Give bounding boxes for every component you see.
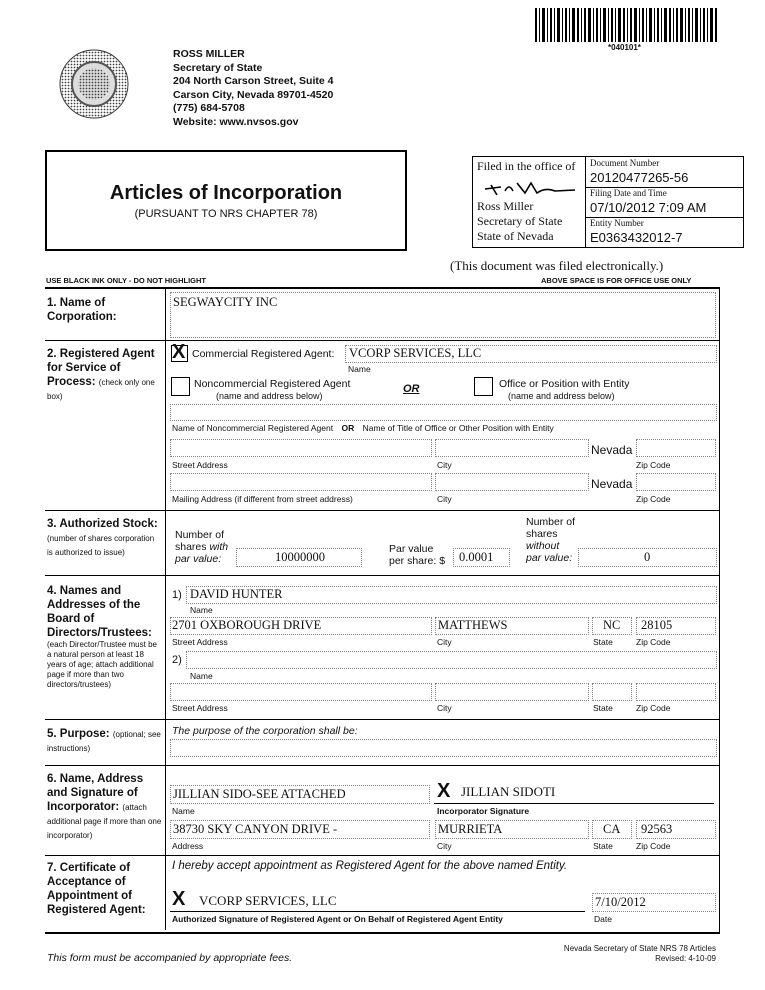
- agent-city-field[interactable]: [435, 439, 589, 457]
- or-small-label: OR: [341, 423, 355, 433]
- director-2-state-label: State: [593, 703, 613, 713]
- par-value-field[interactable]: [453, 548, 510, 567]
- shares-par-l2b: with: [209, 541, 229, 553]
- office-title-label: Name of Title of Office or Other Position with Entity: [362, 423, 554, 433]
- section-4-title: [47, 584, 163, 690]
- director-2-city-field[interactable]: [435, 683, 589, 701]
- barcode-graphic: [535, 8, 720, 42]
- agent-date-value: 7/10/2012: [595, 895, 646, 909]
- section-5-title-text: 5. Purpose:: [47, 728, 110, 740]
- director-1-city-field[interactable]: [435, 617, 589, 635]
- form-revised: Revised: 4-10-09: [655, 954, 716, 963]
- checked-mark: X: [172, 341, 186, 363]
- barcode: [535, 8, 720, 42]
- section-4-note: (each Director/Trustee must be a natural person at least 18 years of age; attach additional page if more than two directors/trustees): [47, 640, 157, 689]
- shares-par-label: [175, 529, 228, 565]
- no-par-l3: without: [526, 540, 560, 552]
- agent-signature-label: Authorized Signature of Registered Agent or On Behalf of Registered Agent Entity: [172, 914, 503, 924]
- section-4-title-text: 4. Names and Addresses of the Board of Directors/Trustees:: [47, 585, 152, 639]
- barcode-number: *040101*: [608, 43, 641, 52]
- section-6-note: (attach additional page if more than one incorporator): [47, 803, 162, 840]
- signer-title: Secretary of State: [477, 214, 563, 228]
- agent-signature-x: X: [172, 888, 186, 910]
- director-1-zip-field[interactable]: [636, 617, 716, 635]
- shares-par-l3: par value:: [175, 553, 222, 565]
- mailing-address-label: Mailing Address (if different from street address): [172, 494, 353, 504]
- par-value-l2: per share: $: [389, 555, 446, 567]
- filed-electronically-note: (This document was filed electronically.): [450, 258, 664, 273]
- noncommercial-agent-checkbox[interactable]: [171, 377, 190, 396]
- director-1-street-label: Street Address: [172, 637, 228, 647]
- section-6-title: [47, 772, 163, 842]
- section-6-title-text: 6. Name, Address and Signature of Incorporator:: [47, 773, 144, 813]
- director-1-name-field[interactable]: [186, 586, 717, 604]
- incorporator-city-value: MURRIETA: [438, 822, 503, 836]
- office-position-sub: (name and address below): [508, 391, 615, 401]
- mailing-city-label: City: [437, 494, 452, 504]
- no-par-l4: par value:: [526, 552, 573, 564]
- no-par-value: 0: [644, 550, 651, 564]
- agent-zip-label: Zip Code: [636, 460, 671, 470]
- noncommercial-agent-label: Noncommercial Registered Agent: [194, 378, 351, 390]
- agent-state-nevada: Nevada: [591, 443, 633, 457]
- incorporator-signature-label: Incorporator Signature: [437, 806, 530, 816]
- acceptance-statement: I hereby accept appointment as Registered Agent for the above named Entity.: [172, 860, 568, 872]
- mailing-zip-label: Zip Code: [636, 494, 671, 504]
- office-position-checkbox[interactable]: [474, 377, 493, 396]
- incorporator-zip-value: 92563: [641, 822, 673, 836]
- incorporator-name-label: Name: [172, 806, 195, 816]
- mailing-state-nevada: Nevada: [591, 477, 633, 491]
- incorporator-signature-line: [434, 803, 714, 804]
- noncommercial-name-label: [172, 423, 554, 433]
- director-1-city-value: MATTHEWS: [438, 618, 508, 632]
- director-1-name-value: DAVID HUNTER: [190, 587, 283, 601]
- agent-date-field[interactable]: [592, 893, 716, 912]
- document-number-label: Document Number: [590, 158, 660, 168]
- par-value-label: [389, 543, 445, 567]
- section-2-title-text: 2. Registered Agent for Service of Process:: [47, 348, 155, 388]
- incorporator-address-field[interactable]: [170, 820, 430, 839]
- title-box: [45, 150, 407, 251]
- agent-name-label: Name: [348, 364, 371, 374]
- incorporator-city-label: City: [437, 841, 452, 851]
- no-par-l1: Number of: [526, 516, 576, 528]
- incorporator-city-field[interactable]: [435, 820, 589, 839]
- entity-number: E0363432012-7: [590, 230, 683, 245]
- nevada-seal-icon: [58, 48, 130, 120]
- signer-name: Ross Miller: [477, 199, 534, 213]
- section-3-note: (number of shares corporation is authorized to issue): [47, 534, 155, 557]
- secretary-title: Secretary of State: [173, 61, 263, 74]
- office-website: Website: www.nvsos.gov: [173, 115, 299, 128]
- incorporator-zip-field[interactable]: [636, 820, 716, 839]
- director-1-number: 1): [172, 589, 182, 601]
- office-address-line1: 204 North Carson Street, Suite 4: [173, 75, 334, 87]
- director-1-zip-label: Zip Code: [636, 637, 671, 647]
- agent-city-label: City: [437, 460, 452, 470]
- form-identifier: [480, 944, 716, 964]
- par-value-l1: Par value: [389, 543, 434, 555]
- section-1-title: 1. Name of Corporation:: [47, 297, 117, 323]
- document-subtitle: (PURSUANT TO NRS CHAPTER 78): [134, 208, 318, 220]
- incorporator-name-value: JILLIAN SIDO-SEE ATTACHED: [173, 787, 346, 801]
- agent-signature-line: [170, 911, 585, 912]
- section-3-title-text: 3. Authorized Stock:: [47, 518, 158, 530]
- incorporator-address-value: 38730 SKY CANYON DRIVE -: [173, 822, 338, 836]
- secretary-header: [173, 48, 333, 129]
- director-1-street-field[interactable]: [170, 617, 432, 635]
- director-2-number: 2): [172, 654, 182, 666]
- incorporator-zip-label: Zip Code: [636, 841, 671, 851]
- signer-state: State of Nevada: [477, 229, 554, 243]
- section-3-title: [47, 517, 159, 559]
- black-ink-note: USE BLACK INK ONLY - DO NOT HIGHLIGHT: [46, 276, 207, 285]
- filed-in-label: Filed in the office of: [477, 159, 576, 173]
- director-2-name-label: Name: [190, 671, 213, 681]
- office-address-line2: Carson City, Nevada 89701-4520: [173, 88, 334, 101]
- incorporator-signature-x: X: [437, 780, 451, 802]
- agent-street-field[interactable]: [170, 439, 432, 457]
- form-identifier-line1: Nevada Secretary of State NRS 78 Articles: [563, 944, 716, 953]
- no-par-field[interactable]: [578, 548, 717, 567]
- director-1-zip-value: 28105: [641, 618, 673, 632]
- or-label: OR: [403, 383, 420, 395]
- director-1-state-label: State: [593, 637, 613, 647]
- director-2-name-field[interactable]: [186, 651, 717, 669]
- noncommercial-name-field[interactable]: [170, 404, 717, 421]
- director-1-street-value: 2701 OXBOROUGH DRIVE: [172, 618, 322, 632]
- section-2-title: [47, 347, 159, 403]
- director-1-state-value: NC: [603, 618, 621, 632]
- fees-note: This form must be accompanied by appropriate fees.: [47, 952, 293, 964]
- director-2-street-field[interactable]: [170, 683, 432, 701]
- document-number: 20120477265-56: [590, 170, 689, 185]
- incorporator-name-field[interactable]: [170, 785, 430, 804]
- office-use-note: ABOVE SPACE IS FOR OFFICE USE ONLY: [541, 276, 692, 285]
- director-1-state-field[interactable]: [592, 617, 632, 635]
- purpose-field[interactable]: [170, 739, 717, 757]
- commercial-agent-name-value: VCORP SERVICES, LLC: [349, 346, 482, 360]
- mailing-street-field[interactable]: [170, 473, 432, 491]
- section-7-title: 7. Certificate of Acceptance of Appointment of Registered Agent:: [47, 862, 146, 916]
- director-2-street-label: Street Address: [172, 703, 228, 713]
- section-5-title: [47, 727, 163, 755]
- director-2-city-label: City: [437, 703, 452, 713]
- incorporator-state-field[interactable]: [592, 820, 632, 839]
- incorporator-state-label: State: [593, 841, 613, 851]
- incorporator-signature-value: JILLIAN SIDOTI: [461, 784, 556, 799]
- director-2-state-field[interactable]: [592, 683, 632, 701]
- filing-date-label: Filing Date and Time: [590, 188, 667, 198]
- agent-signature-value: VCORP SERVICES, LLC: [199, 893, 337, 908]
- noncommercial-name-label-text: Name of Noncommercial Registered Agent: [172, 423, 334, 433]
- mailing-zip-field[interactable]: [636, 473, 716, 491]
- commercial-agent-checkbox[interactable]: [171, 341, 188, 363]
- par-value-value: 0.0001: [459, 550, 494, 564]
- commercial-agent-name-field[interactable]: [345, 345, 717, 363]
- commercial-agent-label: Commercial Registered Agent:: [192, 348, 335, 360]
- director-1-city-label: City: [437, 637, 452, 647]
- agent-date-label: Date: [594, 914, 612, 924]
- agent-street-label: Street Address: [172, 460, 228, 470]
- incorporator-state-value: CA: [603, 822, 621, 836]
- document-title: Articles of Incorporation: [109, 182, 343, 204]
- office-position-label: Office or Position with Entity: [499, 378, 630, 390]
- secretary-name: ROSS MILLER: [173, 48, 245, 60]
- entity-number-label: Entity Number: [590, 218, 644, 228]
- shares-par-l1: Number of: [175, 529, 225, 541]
- section-5-note: (optional; see instructions): [47, 730, 161, 753]
- purpose-label: The purpose of the corporation shall be:: [172, 725, 358, 737]
- agent-zip-field[interactable]: [636, 439, 716, 457]
- label-column-divider: [165, 288, 166, 930]
- director-1-name-label: Name: [190, 605, 213, 615]
- director-2-zip-field[interactable]: [636, 683, 716, 701]
- no-par-l2: shares: [526, 528, 558, 540]
- filed-box: [472, 156, 744, 248]
- corporation-name-field[interactable]: [170, 292, 716, 338]
- incorporator-address-label: Address: [172, 841, 204, 851]
- no-par-label: [526, 516, 575, 564]
- mailing-city-field[interactable]: [435, 473, 589, 491]
- director-2-zip-label: Zip Code: [636, 703, 671, 713]
- corporation-name-value: SEGWAYCITY INC: [173, 295, 278, 309]
- section-2-note: (check only one box): [47, 378, 155, 401]
- noncommercial-agent-sub: (name and address below): [216, 391, 323, 401]
- shares-par-field[interactable]: [236, 548, 362, 567]
- shares-par-l2: shares: [175, 541, 207, 553]
- filing-date: 07/10/2012 7:09 AM: [590, 200, 707, 215]
- shares-par-value: 10000000: [275, 550, 325, 564]
- office-phone: (775) 684-5708: [173, 102, 245, 114]
